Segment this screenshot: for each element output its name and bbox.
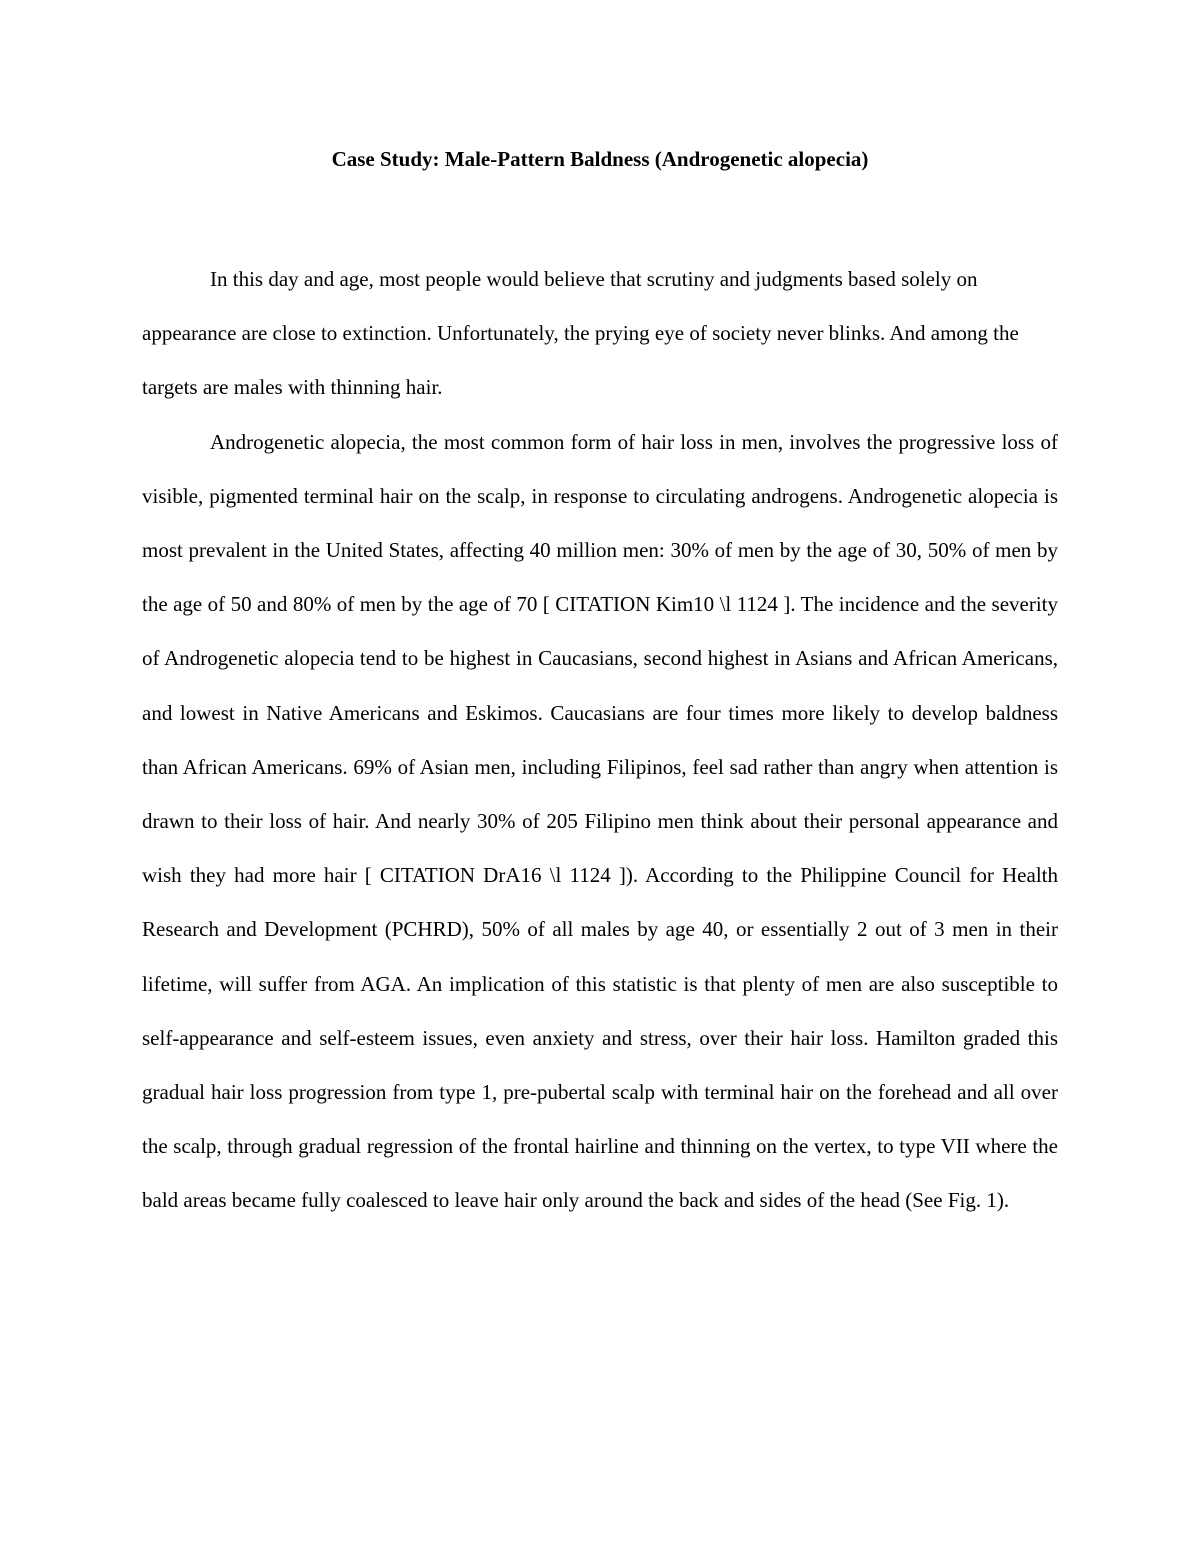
paragraph-androgenetic-alopecia: Androgenetic alopecia, the most common form of hair loss in men, involves the progressive loss of visible, pigmented terminal hair on the scalp, in response to circulating androgens. Androgenetic alopecia is most prevalent in the United States, affecting 40 million men: 30% of men by the age of 30, 50% of men by the age of 50 and 80% of men by the age of 70 [ CITATION Kim10 \l 1124 ]. The incidence and the severity of Androgenetic alopecia tend to be highest in Caucasians, second highest in Asians and African Americans, and lowest in Native Americans and Eskimos. Caucasians are four times more likely to develop baldness than African Americans. 69% of Asian men, including Filipinos, feel sad rather than angry when attention is drawn to their loss of hair. And nearly 30% of 205 Filipino men think about their personal appearance and wish they had more hair [ CITATION DrA16 \l 1124 ]). According to the Philippine Council for Health Research and Development (PCHRD), 50% of all males by age 40, or essentially 2 out of 3 men in their lifetime, will suffer from AGA. An implication of this statistic is that plenty of men are also susceptible to self-appearance and self-esteem issues, even anxiety and stress, over their hair loss. Hamilton graded this gradual hair loss progression from type 1, pre-pubertal scalp with terminal hair on the forehead and all over the scalp, through gradual regression of the frontal hairline and thinning on the vertex, to type VII where the bald areas became fully coalesced to leave hair only around the back and sides of the head (See Fig. 1). xyxy=(142,429,1058,1213)
paragraph-intro: In this day and age, most people would believe that scrutiny and judgments based solely on appearance are close to extinction. Unfortunately, the prying eye of society never blinks. And among the targets are males with thinning hair. xyxy=(142,267,1019,400)
document-body xyxy=(142,252,1058,1228)
document-title: Case Study: Male-Pattern Baldness (Androgenetic alopecia) xyxy=(331,147,869,171)
